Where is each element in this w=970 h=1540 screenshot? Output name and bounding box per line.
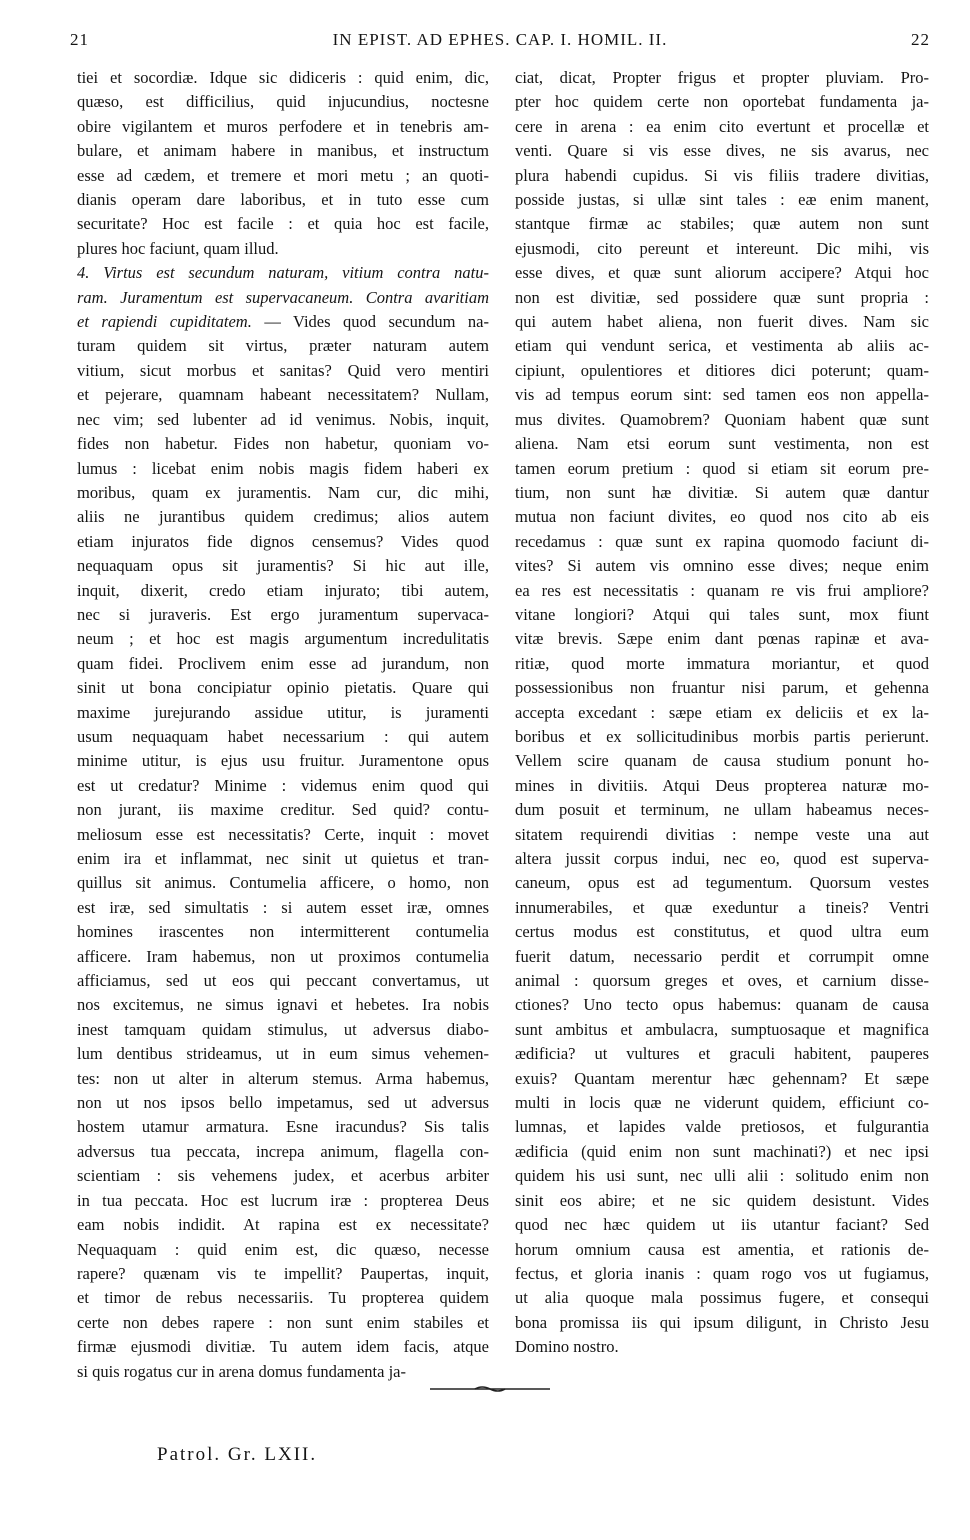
- text-line: vitæ brevis. Sæpe enim dant pœnas rapinæ et ava-: [515, 629, 929, 649]
- text-line: etiam injuratos fide dignos censemus? Vides quod: [77, 531, 489, 551]
- text-line: aliena. Nam etsi eorum sunt vestimenta, non est: [515, 434, 929, 454]
- text-line: mus divites. Quamobrem? Quoniam habent quæ sunt: [515, 409, 929, 429]
- text-line: certus modus est constitutus, et quod ultra eum: [515, 922, 929, 942]
- text-line: enim ira et inflammat, nec sinit ut quietus et tran-: [77, 849, 489, 868]
- text-line: afficiamus, sed ut eos qui peccant convertamus, ut: [77, 971, 489, 991]
- text-line: qui autem habet aliena, non fuerit dives. Nam sic: [515, 312, 929, 332]
- left-column: [77, 66, 489, 1384]
- page-number-right: 22: [911, 30, 930, 49]
- text-line: turam quidem sit virtus, præter naturam autem: [77, 336, 489, 356]
- text-line: in tua peccata. Hoc est lucrum iræ : propterea Deus: [77, 1190, 489, 1210]
- text-line: hostem utamur armatura. Esne iracundus? Sis talis: [77, 1117, 489, 1137]
- text-line: ritiæ, quod morte immatura moriantur, et quod: [515, 653, 929, 673]
- text-line: recedamus : quæ sunt ex rapina quomodo faciunt di-: [515, 531, 929, 551]
- text-line: sinit eos abire; et ne sic quidem desistunt. Vides: [515, 1190, 929, 1210]
- text-line: adversus tua peccata, increpa animum, flagella con-: [77, 1141, 489, 1161]
- text-line: tiei et socordiæ. Idque sic didiceris : quid enim, dic,: [77, 68, 489, 87]
- ornament-divider: [430, 1384, 550, 1394]
- text-line: maxime jurejurando assidue utitur, is juramenti: [77, 702, 489, 722]
- text-line: fectus, et gloria inanis : quam rogo vos ut fugiamus,: [515, 1263, 929, 1283]
- text-line: vitane longiori? Atqui qui tales sunt, mox fiunt: [515, 604, 929, 624]
- text-line: est ut credatur? Minime : videmus enim quod qui: [77, 775, 489, 795]
- text-line: exuis? Quantam merentur hæc gehennam? Et sæpe: [515, 1068, 929, 1088]
- text-line: inest tamquam quidam stimulus, ut adversus diabo-: [77, 1019, 489, 1039]
- text-line: meliosum esse est necessitatis? Certe, inquit : movet: [77, 824, 489, 844]
- text-line: obire vigilantem et muros perfodere et in tenebris am-: [77, 116, 489, 136]
- text-line: Vellem scire quanam de causa studium ponunt ho-: [515, 751, 929, 771]
- text-line: usum nequaquam habet necessarium : qui autem: [77, 726, 489, 746]
- text-line: tium, non sunt hæ divitiæ. Si autem quæ dantur: [515, 482, 929, 502]
- text-line: firmæ ejusmodi divitiæ. Tu autem idem facis, atque: [77, 1337, 489, 1357]
- text-line: etiam qui vendunt serica, et vestimenta ab aliis ac-: [515, 336, 929, 356]
- text-line: tamen eorum pretium : quod si etiam sit eorum pre-: [515, 458, 929, 478]
- text-line: minime utitur, is ejus usu fruitur. Juramentone opus: [77, 751, 489, 771]
- text-line: aliis ne jurantibus quidem credimus; alios autem: [77, 507, 489, 527]
- text-line: plures hoc faciunt, quam illud.: [77, 238, 279, 258]
- text-line: homines irascentes non intermitterent contumelia: [77, 922, 489, 942]
- text-line: eam nobis indidit. At rapina est ex necessitate?: [77, 1215, 489, 1235]
- text-line: neum ; et hoc est magis argumentum incredulitatis: [77, 629, 489, 649]
- text-line: tes: non ut alter in alterum stemus. Arma habemus,: [77, 1068, 489, 1088]
- text-line: nec vim; sed lubenter ad id venimus. Nobis, inquit,: [77, 409, 489, 429]
- text-line: et timor de rebus necessariis. Tu propterea quidem: [77, 1288, 489, 1308]
- text-line: altera jussit corpus indui, nec eo, quod est superva-: [515, 849, 929, 868]
- text-line: 4. Virtus est secundum naturam, vitium contra natu-: [77, 263, 489, 283]
- text-line: afficere. Iram habemus, non ut proximos contumelia: [77, 946, 489, 966]
- text-line: quod nec hæc quidem ut iis utantur faciant? Sed: [515, 1215, 929, 1235]
- text-line: ctiones? Uno tecto opus habemus: quanam de causa: [515, 995, 929, 1015]
- running-header: [70, 30, 930, 56]
- text-line: cipiunt, opulentiores et ditiores dici poterunt; quam-: [515, 360, 929, 380]
- text-line: si quis rogatus cur in arena domus fundamenta ja-: [77, 1361, 406, 1381]
- text-line: esse ad cædem, et tremere et mori metu ; an quoti-: [77, 165, 489, 185]
- text-line: moribus, quam ex juramentis. Nam cur, dic mihi,: [77, 482, 489, 502]
- running-title: IN EPIST. AD EPHES. CAP. I. HOMIL. II.: [332, 30, 668, 49]
- right-column: [515, 66, 929, 1360]
- text-line: fides non habetur. Fides non habetur, quoniam vo-: [77, 434, 489, 454]
- text-line: mutua non faciunt divites, eo quod nos cito ab eis: [515, 507, 929, 527]
- text-line: esse dives, et quæ sunt aliorum accipere? Atqui hoc: [515, 263, 929, 283]
- text-line: inquit, dixerit, credo etiam injurato; tibi autem,: [77, 580, 489, 600]
- text-line: nequaquam opus sit juramentis? Si hic aut ille,: [77, 556, 489, 576]
- text-line: innumerabiles, et quæ exeduntur a tineis? Ventri: [515, 897, 929, 917]
- text-line: multi in locis quæ ne viderunt quidem, efficiunt co-: [515, 1093, 929, 1113]
- text-line: boribus et ex sollicitudinibus morbis partis perierunt.: [515, 726, 929, 746]
- text-line: ut alia quoque mala possimus fugere, et consequi: [515, 1288, 929, 1308]
- text-line: vitium, sicut morbus et sanitas? Quid vero mentiri: [77, 360, 489, 380]
- text-line: cere in arena : ea enim cito evertunt et procellæ et: [515, 116, 929, 136]
- text-line: quillus sit animus. Contumelia afficere, o homo, non: [77, 873, 489, 893]
- text-line: venti. Quare si vis esse dives, ne sis avarus, nec: [515, 141, 929, 161]
- text-line: lumnas, et lapides valde pretiosos, et fulgurantia: [515, 1117, 929, 1137]
- text-line: vites? Si autem vis omnino esse dives; neque enim: [515, 556, 929, 576]
- text-line: securitate? Hoc est facile : et quia hoc est facile,: [77, 214, 489, 234]
- text-line: Domino nostro.: [515, 1337, 619, 1357]
- text-line: bulare, et animam habere in manibus, et instructum: [77, 141, 489, 161]
- text-line: non est divitiæ, sed possidere quæ sunt propria :: [515, 287, 929, 307]
- text-line: ædificia? ut vultures et graculi habitent, pauperes: [515, 1044, 929, 1064]
- text-line: ædificia (quid enim non sunt machinati?) et nec ipsi: [515, 1141, 929, 1161]
- text-line: posside justas, si ullæ sint tales : eæ enim manent,: [515, 190, 929, 210]
- text-line: pter hoc quidem certe non oportebat fundamenta ja-: [515, 92, 929, 112]
- text-line: plura habendi cupidus. Si vis filiis tradere divitias,: [515, 165, 929, 185]
- text-line: stantque firmæ ac stabiles; quæ autem non sunt: [515, 214, 929, 234]
- text-line: rapere? quænam vis te impellit? Paupertas, inquit,: [77, 1263, 489, 1283]
- text-line: quidem his usi sunt, nec ulli alii : solitudo enim non: [515, 1166, 929, 1186]
- text-line: ram. Juramentum est supervacaneum. Contra avaritiam: [77, 287, 489, 307]
- text-line: dianis operam dare laboribus, et in tuto esse cum: [77, 190, 489, 210]
- text-line: horum omnium causa est amentia, et rationis de-: [515, 1239, 929, 1259]
- text-line: scientiam : sis vehemens judex, et acerbus arbiter: [77, 1166, 489, 1186]
- text-line: lumus : licebat enim nobis magis fidem haberi ex: [77, 458, 489, 478]
- text-line: ea res est necessitatis : quanam re vis frui ampliore?: [515, 580, 929, 600]
- text-line: fuerit datum, necessario perdit et corrumpit omne: [515, 946, 929, 966]
- text-line: caneum, opus est ad tegumentum. Quorsum vestes: [515, 873, 929, 893]
- text-line: lum dentibus strideamus, ut in eum simus vehemen-: [77, 1044, 489, 1064]
- page-number-left: 21: [70, 30, 89, 49]
- text-line: dum posuit et terminum, ne ullam habeamus neces-: [515, 800, 929, 820]
- text-line: certe non debes rapere : non sunt enim stabiles et: [77, 1312, 489, 1332]
- text-line: nec si juraveris. Est ergo juramentum supervaca-: [77, 604, 489, 624]
- text-line: non jurant, iis maxime creditur. Sed quid? contu-: [77, 800, 489, 820]
- text-line: non ut nos ipsos bello impetamus, sed ut adversus: [77, 1093, 489, 1113]
- text-line: bona promissa iis qui ipsum diligunt, in Christo Jesu: [515, 1312, 929, 1332]
- text-line: nos excitemus, ne simus ignavi et hebetes. Ira nobis: [77, 995, 489, 1015]
- text-line: est iræ, sed simultatis : si autem esset iræ, omnes: [77, 897, 489, 917]
- text-line: et pejerare, quamnam habeant necessitatem? Nullam,: [77, 385, 489, 405]
- text-line: vis ad tempus eorum sint: sed tamen eos non appella-: [515, 385, 929, 405]
- text-line: mines in divitiis. Atqui Deus propterea naturæ mo-: [515, 775, 929, 795]
- text-line: ejusmodi, cito pereunt et intereunt. Dic mihi, vis: [515, 238, 929, 258]
- text-line: et rapiendi cupiditatem. — Vides quod secundum na-: [77, 312, 489, 332]
- text-line: quam fidei. Proclivem enim esse ad jurandum, non: [77, 653, 489, 673]
- text-line: possessionibus non fruantur nisi parum, et gehenna: [515, 678, 929, 698]
- text-line: accepta excedant : sæpe etiam ex deliciis et ex la-: [515, 702, 929, 722]
- text-line: sitatem requirendi divitias : nempe veste una aut: [515, 824, 929, 844]
- text-line: sinit ut bona concipiatur opinio pietatis. Quare qui: [77, 678, 489, 698]
- text-line: animal : quorsum greges et oves, et carnium disse-: [515, 971, 929, 991]
- text-line: sunt ambitus et ambulacra, sumptuosaque et magnifica: [515, 1019, 929, 1039]
- text-line: Nequaquam : quid enim est, dic quæso, necesse: [77, 1239, 489, 1259]
- text-line: ciat, dicat, Propter frigus et propter pluviam. Pro-: [515, 68, 929, 87]
- text-line: quæso, est difficilius, quid injucundius, noctesne: [77, 92, 489, 112]
- footer-signature: Patrol. Gr. LXII.: [157, 1444, 318, 1465]
